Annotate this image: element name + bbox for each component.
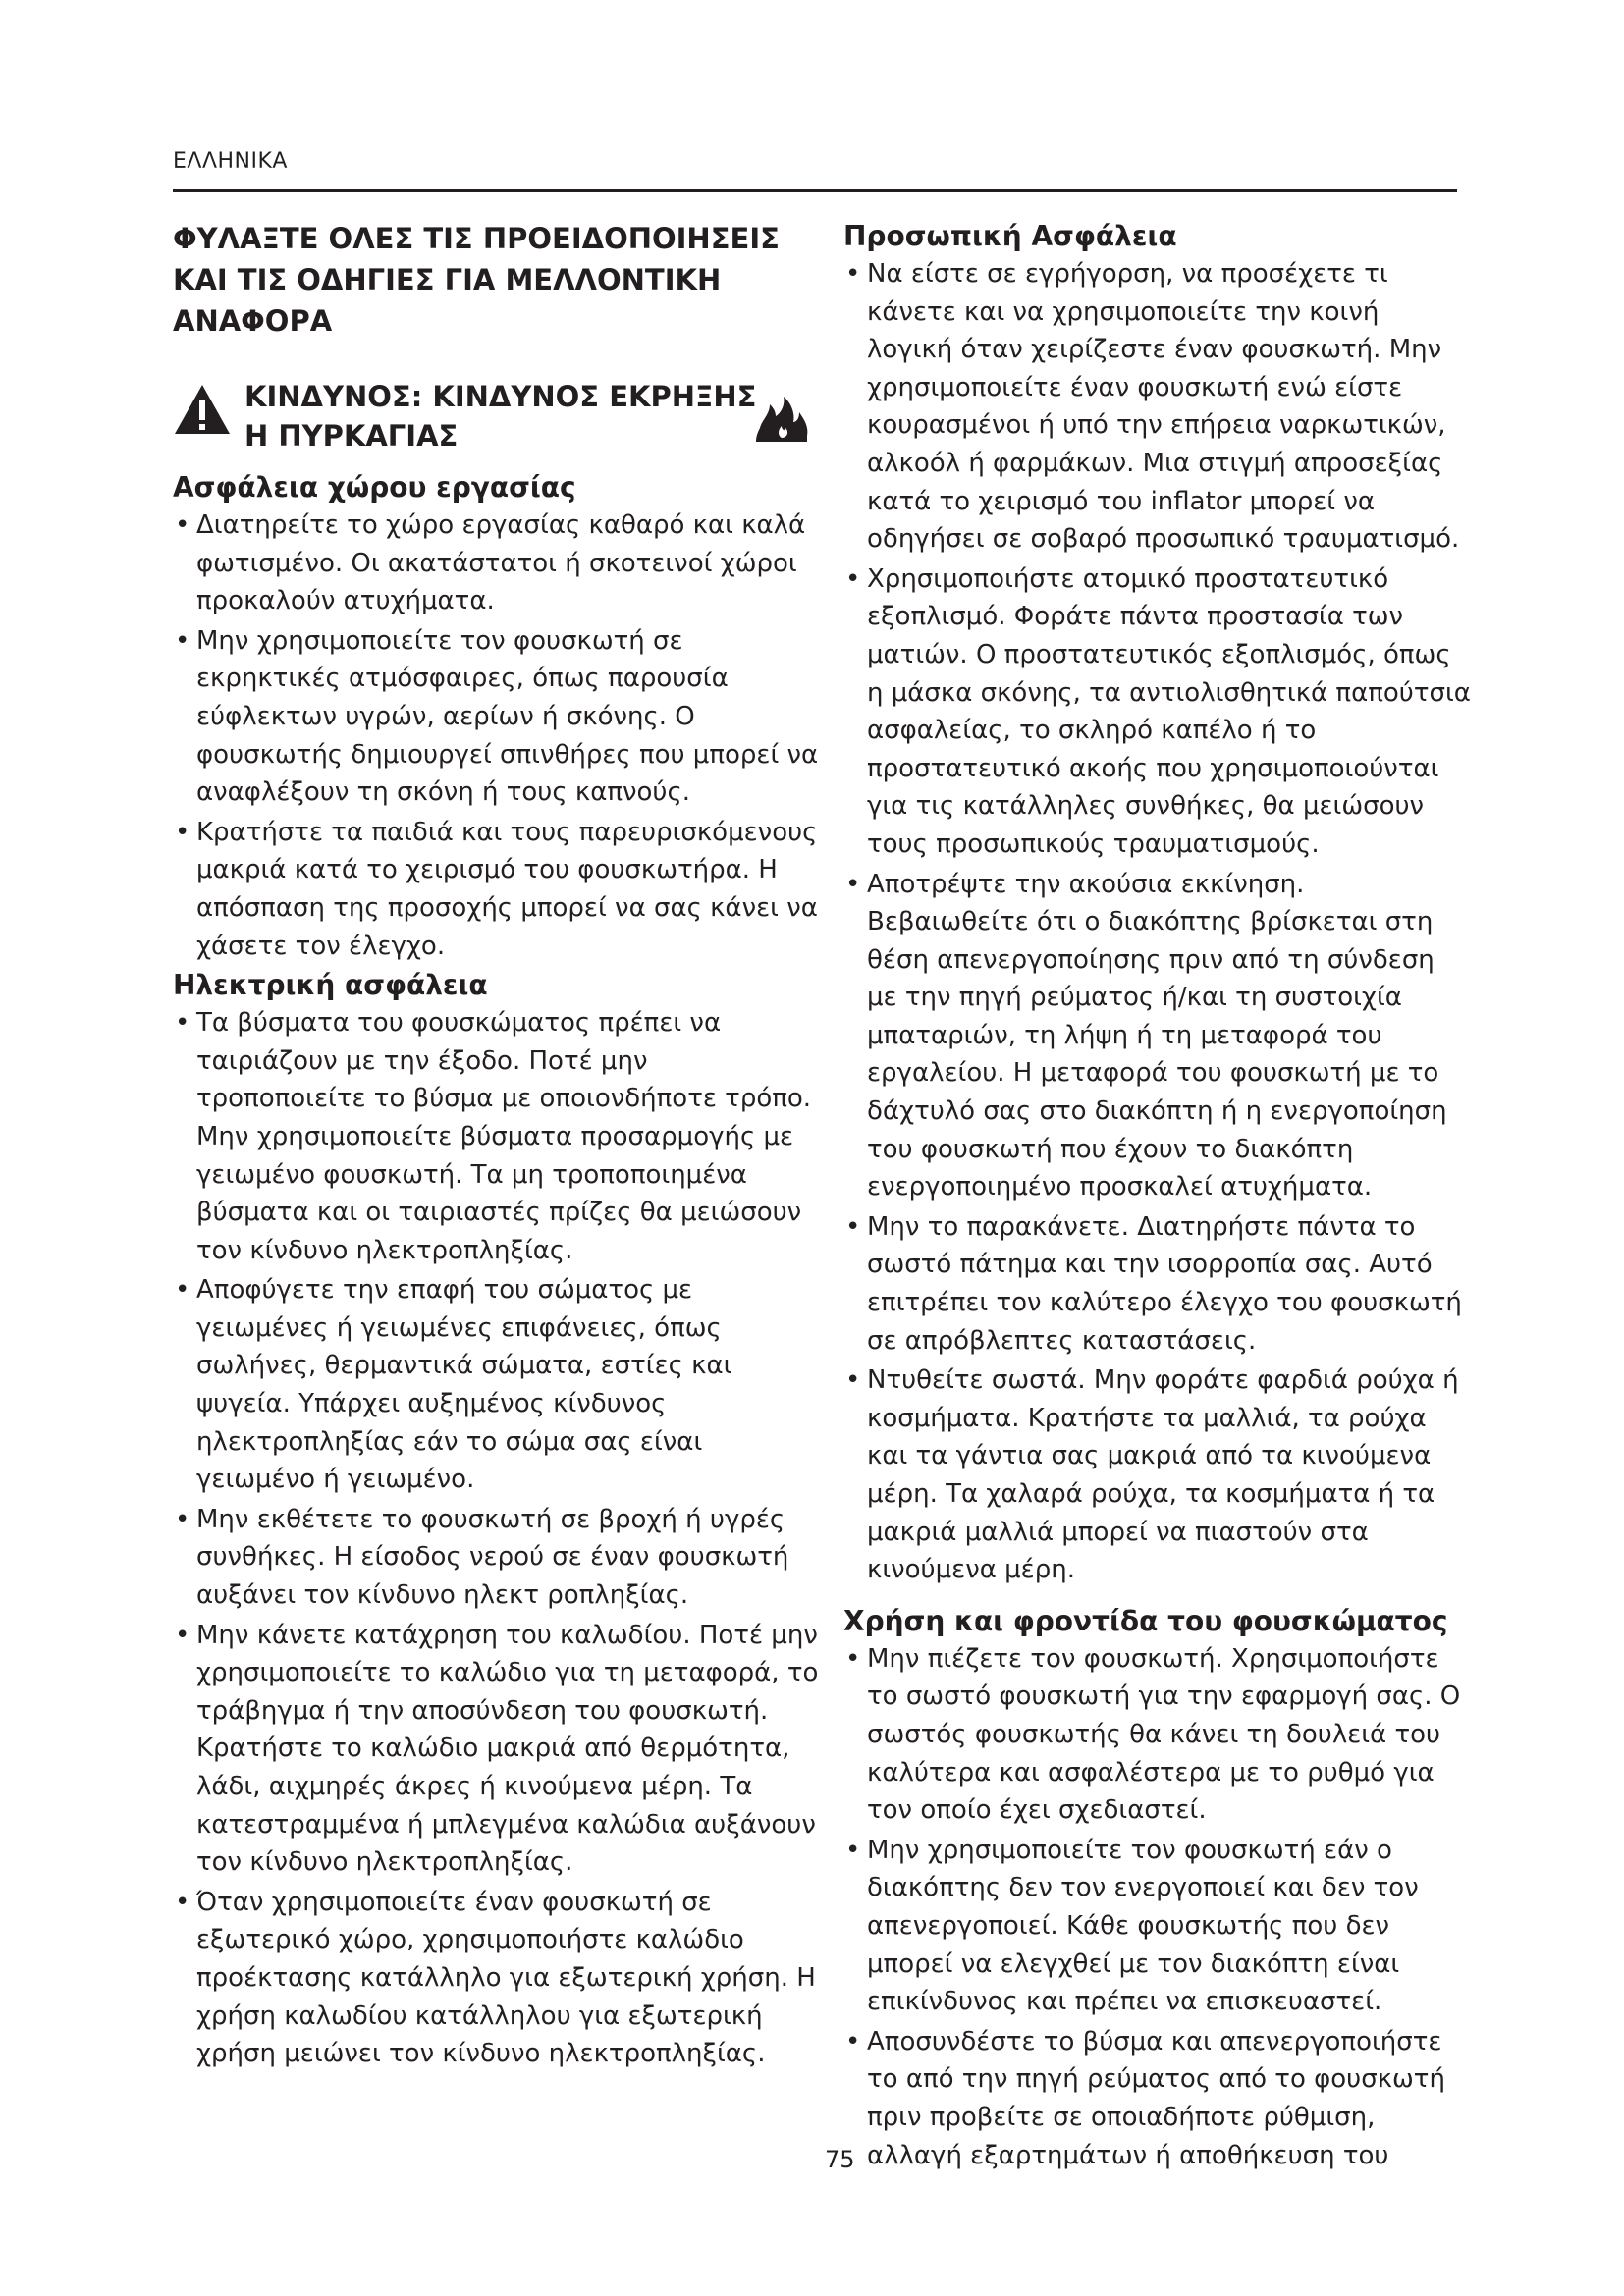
language-label: ΕΛΛΗΝΙΚΑ (173, 149, 288, 174)
warning-line-1: ΚΙΝΔΥΝΟΣ: ΚΙΝΔΥΝΟΣ ΕΚΡΗΞΗΣ (244, 380, 757, 413)
list-item: • Όταν χρησιμοποιείτε έναν φουσκωτή σε εξωτερικό χώρο, χρησιμοποιήστε καλώδιο προέκτασης κατάλληλο για εξωτερική χρήση. Η χρήση καλωδίου κατάλληλου για εξωτερική χρήση μειώνει τον κίνδυνο ηλεκτροπληξίας. (173, 1884, 821, 2073)
work-area-heading: Ασφάλεια χώρου εργασίας (173, 471, 576, 504)
list-item: • Χρησιμοποιήστε ατομικό προστατευτικό εξοπλισμό. Φοράτε πάντα προστασία των ματιών. Ο προστατευτικός εξοπλισμός, όπως η μάσκα σκόνης, τα αντιολισθητικά παπούτσια ασφαλείας, το σκληρό καπέλο ή το προστατευτικό ακοής που χρησιμοποιούνται για τις κατάλληλες συνθήκες, θα μειώσουν τους προσωπικούς τραυματισμούς. (843, 561, 1472, 864)
list-item: • Να είστε σε εγρήγορση, να προσέχετε τι κάνετε και να χρησιμοποιείτε την κοινή λογική όταν χειρίζεστε έναν φουσκωτή. Μην χρησιμοποιείτε έναν φουσκωτή ενώ είστε κουρασμένοι ή υπό την επήρεια ναρκωτικών, αλκοόλ ή φαρμάκων. Μια στιγμή απροσεξίας κατά το χειρισμό του inflator μπορεί να οδηγήσει σε σοβαρό προσωπικό τραυματισμό. (843, 255, 1472, 559)
personal-safety-list (843, 255, 1472, 1589)
warning-text (244, 377, 756, 455)
warning-banner (173, 377, 821, 455)
warning-line-2: Η ΠΥΡΚΑΓΙΑΣ (244, 419, 459, 453)
right-column (843, 218, 1472, 2176)
use-care-list (843, 1640, 1472, 2174)
list-item: • Αποτρέψτε την ακούσια εκκίνηση. Βεβαιωθείτε ότι ο διακόπτης βρίσκεται στη θέση απενεργοποίησης πριν από τη σύνδεση με την πηγή ρεύματος ή/και τη συστοιχία μπαταριών, τη λήψη ή τη μεταφορά του εργαλείου. Η μεταφορά του φουσκωτή με το δάχτυλό σας στο διακόπτη ή η ενεργοποίηση του φουσκωτή που έχουν το διακόπτη ενεργοποιημένο προσκαλεί ατυχήματα. (843, 866, 1472, 1206)
list-item: • Διατηρείτε το χώρο εργασίας καθαρό και καλά φωτισμένο. Οι ακατάστατοι ή σκοτεινοί χώροι προκαλούν ατυχήματα. (173, 507, 821, 620)
list-item: • Μην χρησιμοποιείτε τον φουσκωτή εάν ο διακόπτης δεν τον ενεργοποιεί και δεν τον απενεργοποιεί. Κάθε φουσκωτής που δεν μπορεί να ελεγχθεί με τον διακόπτη είναι επικίνδυνος και πρέπει να επισκευαστεί. (843, 1832, 1472, 2021)
list-item: • Μην εκθέτετε το φουσκωτή σε βροχή ή υγρές συνθήκες. Η είσοδος νερού σε έναν φουσκωτή αυξάνει τον κίνδυνο ηλεκτ ροπληξίας. (173, 1501, 821, 1615)
list-item: • Τα βύσματα του φουσκώματος πρέπει να ταιριάζουν με την έξοδο. Ποτέ μην τροποποιείτε το βύσμα με οποιονδήποτε τρόπο. Μην χρησιμοποιείτε βύσματα προσαρμογής με γειωμένο φουσκωτή. Τα μη τροποποιημένα βύσματα και οι ταιριαστές πρίζες θα μειώσουν τον κίνδυνο ηλεκτροπληξίας. (173, 1004, 821, 1269)
document-title: ΦΥΛΑΞΤΕ ΟΛΕΣ ΤΙΣ ΠΡΟΕΙΔΟΠΟΙΗΣΕΙΣ ΚΑΙ ΤΙΣ ΟΔΗΓΙΕΣ ΓΙΑ ΜΕΛΛΟΝΤΙΚΗ ΑΝΑΦΟΡΑ (173, 222, 780, 338)
electrical-list (173, 1004, 821, 2073)
personal-safety-heading: Προσωπική Ασφάλεια (843, 220, 1177, 252)
list-item: • Αποσυνδέστε το βύσμα και απενεργοποιήστε το από την πηγή ρεύματος από το φουσκωτή πριν προβείτε σε οποιαδήποτε ρύθμιση, αλλαγή εξαρτημάτων ή αποθήκευση του (843, 2023, 1472, 2174)
list-item: • Μην χρησιμοποιείτε τον φουσκωτή σε εκρηκτικές ατμόσφαιρες, όπως παρουσία εύφλεκτων υγρών, αερίων ή σκόνης. Ο φουσκωτής δημιουργεί σπινθήρες που μπορεί να αναφλέξουν τη σκόνη ή τους καπνούς. (173, 622, 821, 812)
list-item: • Μην πιέζετε τον φουσκωτή. Χρησιμοποιήστε το σωστό φουσκωτή για την εφαρμογή σας. Ο σωστός φουσκωτής θα κάνει τη δουλειά του καλύτερα και ασφαλέστερα με το ρυθμό για τον οποίο έχει σχεδιαστεί. (843, 1640, 1472, 1830)
use-care-heading: Χρήση και φροντίδα του φουσκώματος (843, 1604, 1448, 1637)
page-number: 75 (825, 2146, 855, 2173)
left-column (173, 218, 821, 2075)
electrical-heading: Ηλεκτρική ασφάλεια (173, 969, 488, 1002)
work-area-list (173, 507, 821, 965)
warning-triangle-icon (173, 383, 232, 436)
list-item: • Ντυθείτε σωστά. Μην φοράτε φαρδιά ρούχα ή κοσμήματα. Κρατήστε τα μαλλιά, τα ρούχα και τα γάντια σας μακριά από τα κινούμενα μέρη. Τα χαλαρά ρούχα, τα κοσμήματα ή τα μακριά μαλλιά μπορεί να πιαστούν στα κινούμενα μέρη. (843, 1362, 1472, 1589)
fire-hazard-icon (752, 393, 811, 444)
list-item: • Κρατήστε τα παιδιά και τους παρευρισκόμενους μακριά κατά το χειρισμό του φουσκωτήρα. Η απόσπαση της προσοχής μπορεί να σας κάνει να χάσετε τον έλεγχο. (173, 814, 821, 965)
list-item: • Αποφύγετε την επαφή του σώματος με γειωμένες ή γειωμένες επιφάνειες, όπως σωλήνες, θερμαντικά σώματα, εστίες και ψυγεία. Υπάρχει αυξημένος κίνδυνος ηλεκτροπληξίας εάν το σώμα σας είναι γειωμένο ή γειωμένο. (173, 1271, 821, 1499)
list-item: • Μην το παρακάνετε. Διατηρήστε πάντα το σωστό πάτημα και την ισορροπία σας. Αυτό επιτρέπει τον καλύτερο έλεγχο του φουσκωτή σε απρόβλεπτες καταστάσεις. (843, 1208, 1472, 1360)
header-divider (173, 189, 1457, 192)
list-item: • Μην κάνετε κατάχρηση του καλωδίου. Ποτέ μην χρησιμοποιείτε το καλώδιο για τη μεταφορά, το τράβηγμα ή την αποσύνδεση του φουσκωτή. Κρατήστε το καλώδιο μακριά από θερμότητα, λάδι, αιχμηρές άκρες ή κινούμενα μέρη. Τα κατεστραμμένα ή μπλεγμένα καλώδια αυξάνουν τον κίνδυνο ηλεκτροπληξίας. (173, 1617, 821, 1882)
